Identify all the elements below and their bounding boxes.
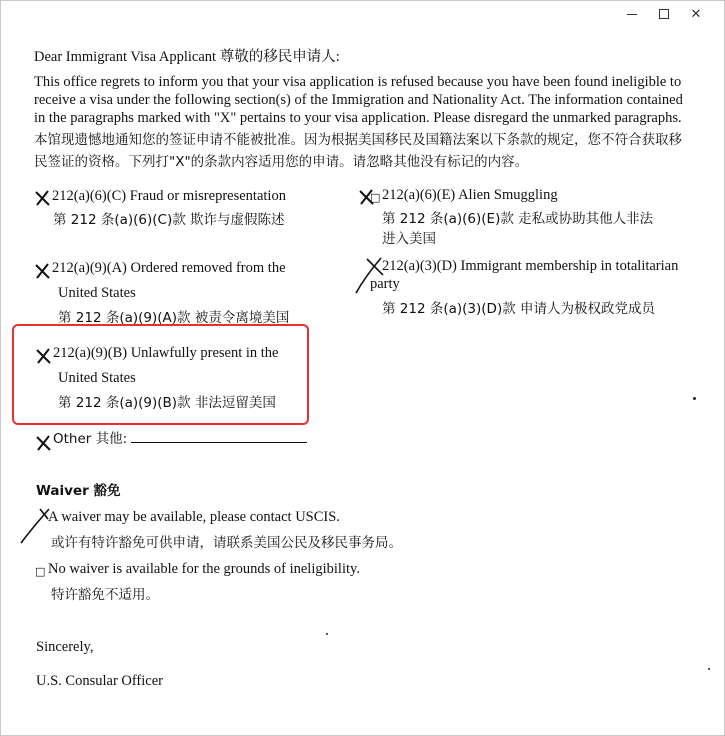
- x-mark-icon: [35, 434, 53, 452]
- minimize-icon: [627, 14, 637, 15]
- section-9a-title-line2: United States: [58, 285, 136, 301]
- checkbox-icon: □: [370, 191, 381, 204]
- section-6c-chinese: 第 212 条(a)(6)(C)款 欺诈与虚假陈述: [53, 212, 285, 228]
- section-9a-chinese: 第 212 条(a)(9)(A)款 被责令离境美国: [58, 310, 290, 326]
- section-9b-title-line1: 212(a)(9)(B) Unlawfully present in the: [53, 345, 279, 361]
- section-other: [53, 430, 307, 448]
- section-9b-title-line2: United States: [58, 370, 136, 386]
- closing: Sincerely,: [36, 639, 94, 655]
- section-3d-chinese: 第 212 条(a)(3)(D)款 申请人为极权政党成员: [382, 301, 655, 317]
- checkbox-icon: □: [35, 565, 46, 578]
- section-other-label: Other 其他:: [53, 431, 128, 447]
- close-button[interactable]: [680, 4, 712, 24]
- waiver-heading: Waiver 豁免: [36, 483, 121, 499]
- waiver-option-available-chinese: 或许有特许豁免可供申请，请联系美国公民及移民事务局。: [51, 535, 402, 551]
- section-6c-title: 212(a)(6)(C) Fraud or misrepresentation: [52, 188, 286, 204]
- section-6e-chinese-line2: 进入美国: [382, 231, 436, 247]
- section-9b-chinese: 第 212 条(a)(9)(B)款 非法逗留美国: [58, 395, 276, 411]
- waiver-option-unavailable: No waiver is available for the grounds of ineligibility.: [48, 561, 360, 577]
- section-3d-title-line2: party: [370, 276, 400, 292]
- x-mark-icon: [34, 189, 52, 207]
- window-controls: [616, 4, 712, 24]
- scan-speck: [708, 668, 710, 670]
- waiver-option-unavailable-chinese: 特许豁免不适用。: [51, 587, 159, 603]
- intro-chinese: 本馆现遗憾地通知您的签证申请不能被批准。因为根据美国移民及国籍法案以下条款的规定，您不符合获取移民签证的资格。下列打"X"的条款内容适用您的申请。请忽略其他没有标记的内容。: [34, 132, 682, 170]
- x-mark-icon: [35, 347, 53, 365]
- x-mark-icon: [34, 262, 52, 280]
- greeting: Dear Immigrant Visa Applicant 尊敬的移民申请人:: [34, 49, 340, 65]
- maximize-button[interactable]: [648, 4, 680, 24]
- maximize-icon: [659, 9, 669, 19]
- other-blank-line: [131, 430, 307, 443]
- signature: U.S. Consular Officer: [36, 673, 163, 689]
- section-6e-title: 212(a)(6)(E) Alien Smuggling: [382, 187, 558, 203]
- intro-english: This office regrets to inform you that your visa application is refused because you have been found ineligible to receive a visa under the following section(s) of the Immigration and Nationality Act. The information contained in the paragraphs marked with "X" pertains to your visa application. Please disregard the unmarked paragraphs.: [34, 74, 683, 126]
- section-9a-title-line1: 212(a)(9)(A) Ordered removed from the: [52, 260, 286, 276]
- minimize-button[interactable]: [616, 4, 648, 24]
- scan-speck: [326, 633, 328, 635]
- scan-speck: [693, 397, 696, 400]
- section-3d-title-line1: 212(a)(3)(D) Immigrant membership in totalitarian: [382, 258, 679, 274]
- waiver-option-available: A waiver may be available, please contact USCIS.: [48, 509, 340, 525]
- section-6e-chinese-line1: 第 212 条(a)(6)(E)款 走私或协助其他人非法: [382, 211, 654, 227]
- close-icon: ✕: [690, 6, 702, 22]
